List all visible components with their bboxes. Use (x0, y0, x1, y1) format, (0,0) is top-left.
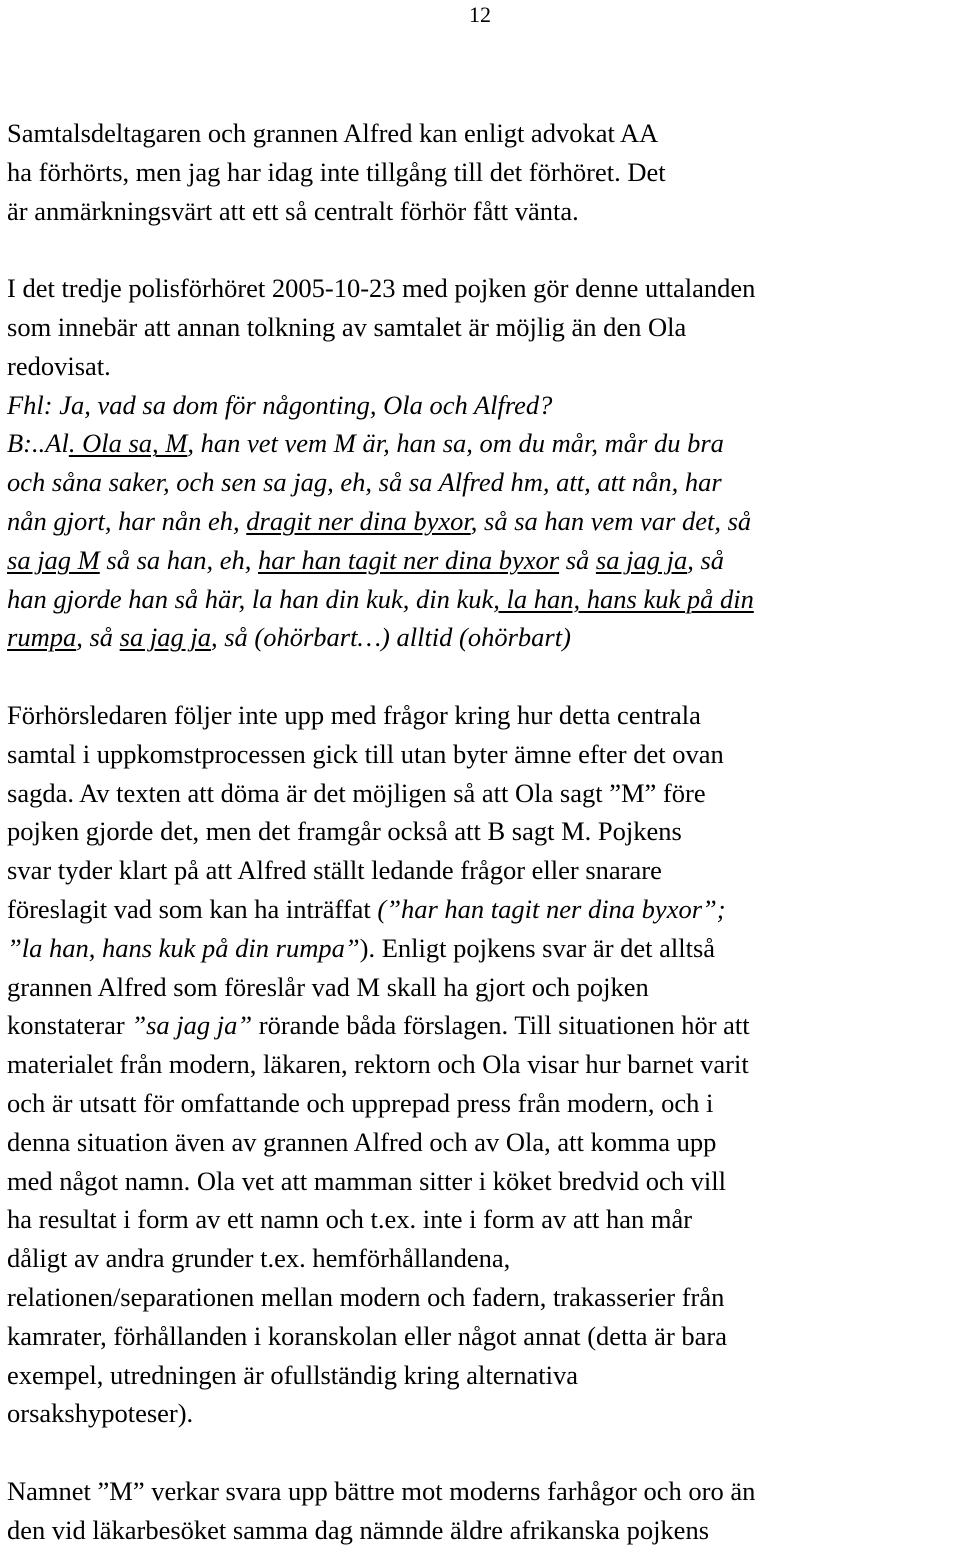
text-line: ha förhörts, men jag har idag inte tillgång till det förhöret. Det (7, 156, 666, 187)
text-line: samtal i uppkomstprocessen gick till utan byter ämne efter det ovan (7, 738, 724, 769)
quote-span: nån gjort, har nån eh, (7, 505, 247, 536)
paragraph-1 (7, 114, 957, 230)
text-line (7, 890, 957, 929)
underlined-phrase: . Ola sa, M (68, 428, 188, 459)
paragraph-gap (7, 230, 957, 269)
text-line: Namnet ”M” verkar svara upp bättre mot moderns farhågor och oro än (7, 1475, 756, 1506)
text-line (7, 1006, 957, 1045)
quote-span: han gjorde han så här, la han din kuk, din kuk (7, 583, 494, 614)
quote-span: , så (76, 622, 120, 653)
text-span: ). Enligt pojkens svar är det alltså (359, 932, 716, 963)
italic-quote: (”har han tagit ner dina byxor”; (377, 893, 726, 924)
text-span: rörande båda förslagen. Till situationen hör att (252, 1010, 750, 1041)
interview-quote (7, 386, 957, 658)
quote-line: och såna saker, och sen sa jag, eh, så sa Alfred hm, att, att nån, har (7, 467, 722, 498)
underlined-phrase: dragit ner dina byxor (246, 505, 471, 536)
underlined-phrase: sa jag M (7, 544, 100, 575)
text-line: och är utsatt för omfattande och upprepad press från modern, och i (7, 1087, 714, 1118)
italic-quote: ”sa jag ja” (131, 1010, 253, 1041)
text-line: kamrater, förhållanden i koranskolan eller något annat (detta är bara (7, 1320, 727, 1351)
text-line: redovisat. (7, 350, 111, 381)
quote-line (7, 541, 957, 580)
text-line: materialet från modern, läkaren, rektorn och Ola visar hur barnet varit (7, 1049, 749, 1080)
text-span: konstaterar (7, 1010, 132, 1041)
quote-span: , så sa han vem var det, så (470, 505, 752, 536)
underlined-phrase: , la han, hans kuk på din (493, 583, 754, 614)
text-line: dåligt av andra grunder t.ex. hemförhållandena, (7, 1243, 511, 1274)
page-number: 12 (469, 2, 491, 27)
text-line: som innebär att annan tolkning av samtalet är möjlig än den Ola (7, 311, 687, 342)
text-line: pojken gjorde det, men det framgår också att B sagt M. Pojkens (7, 816, 682, 847)
text-line: den vid läkarbesöket samma dag nämnde äldre afrikanska pojkens (7, 1514, 710, 1545)
text-line (7, 929, 957, 968)
quote-span: , så (687, 544, 725, 575)
paragraph-2 (7, 269, 957, 385)
text-line: I det tredje polisförhöret 2005-10-23 med pojken gör denne uttalanden (7, 273, 756, 304)
text-line: relationen/separationen mellan modern och fadern, trakasserier från (7, 1281, 725, 1312)
text-line: är anmärkningsvärt att ett så centralt förhör fått vänta. (7, 195, 579, 226)
text-line: grannen Alfred som föreslår vad M skall ha gjort och pojken (7, 971, 649, 1002)
text-line: med något namn. Ola vet att mamman sitter i köket bredvid och vill (7, 1165, 727, 1196)
quote-span: , han vet vem M är, han sa, om du mår, mår du bra (187, 428, 724, 459)
text-line: ha resultat i form av ett namn och t.ex. inte i form av att han mår (7, 1204, 693, 1235)
paragraph-3 (7, 696, 957, 1433)
paragraph-4 (7, 1472, 957, 1550)
underlined-phrase: rumpa (7, 622, 77, 653)
text-span: föreslagit vad som kan ha inträffat (7, 893, 378, 924)
text-line: Förhörsledaren följer inte upp med frågor kring hur detta centrala (7, 699, 701, 730)
quote-span: så sa han, eh, (99, 544, 259, 575)
text-line: svar tyder klart på att Alfred ställt ledande frågor eller snarare (7, 855, 662, 886)
text-line: denna situation även av grannen Alfred och av Ola, att komma upp (7, 1126, 717, 1157)
quote-span: B:..Al (7, 428, 69, 459)
quote-line (7, 424, 957, 463)
quote-line (7, 502, 957, 541)
underlined-phrase: har han tagit ner dina byxor (258, 544, 560, 575)
italic-quote: ”la han, hans kuk på din rumpa” (7, 932, 360, 963)
underlined-phrase: sa jag ja (595, 544, 688, 575)
paragraph-gap (7, 657, 957, 696)
text-line: Samtalsdeltagaren och grannen Alfred kan enligt advokat AA (7, 118, 659, 148)
document-body (7, 114, 957, 1549)
quote-span: så (559, 544, 596, 575)
text-line: exempel, utredningen är ofullständig kring alternativa (7, 1359, 579, 1390)
quote-span: , så (ohörbart…) alltid (ohörbart) (210, 622, 571, 653)
text-line: sagda. Av texten att döma är det möjligen så att Ola sagt ”M” före (7, 777, 706, 808)
quote-question: Fhl: Ja, vad sa dom för någonting, Ola och Alfred? (7, 389, 553, 420)
paragraph-gap (7, 1433, 957, 1472)
quote-line (7, 580, 957, 619)
underlined-phrase: sa jag ja (119, 622, 211, 653)
text-line: orsakshypoteser). (7, 1398, 194, 1429)
quote-line (7, 618, 957, 657)
